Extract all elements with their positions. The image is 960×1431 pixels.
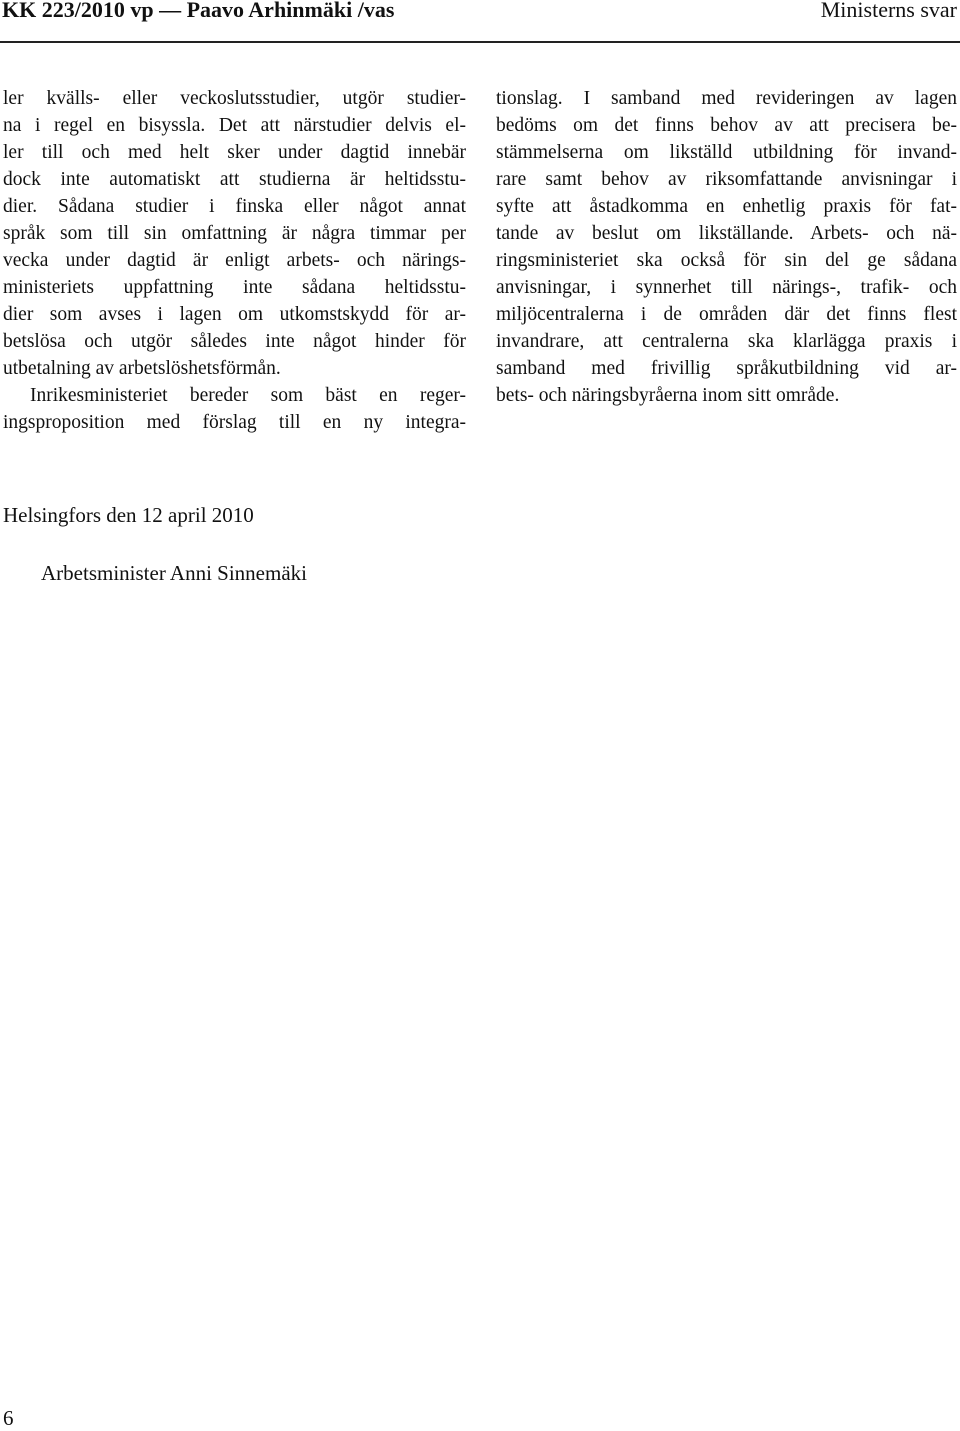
text-line: ingsproposition med förslag till en ny integra- bbox=[3, 412, 466, 433]
text-line: bets- och näringsbyråerna inom sitt område. bbox=[496, 385, 840, 406]
document-reference: KK 223/2010 vp — Paavo Arhinmäki /vas bbox=[2, 0, 395, 22]
text-line: vecka under dagtid är enligt arbets- och närings- bbox=[3, 250, 466, 271]
left-column bbox=[3, 85, 466, 436]
text-line: dock inte automatiskt att studierna är heltidsstu- bbox=[3, 169, 466, 190]
text-line: miljöcentralerna i de områden där det finns flest bbox=[496, 304, 957, 325]
section-title: Ministerns svar bbox=[820, 0, 957, 22]
text-line: samband med frivillig språkutbildning vid ar- bbox=[496, 358, 957, 379]
signatory-name: Arbetsminister Anni Sinnemäki bbox=[41, 561, 307, 585]
text-line: dier som avses i lagen om utkomstskydd för ar- bbox=[3, 304, 466, 325]
header-rule bbox=[0, 41, 960, 43]
text-line: ministeriets uppfattning inte sådana heltidsstu- bbox=[3, 277, 466, 298]
text-line: ler till och med helt sker under dagtid innebär bbox=[3, 142, 466, 163]
text-line: tionslag. I samband med revideringen av lagen bbox=[496, 88, 957, 109]
page-header bbox=[0, 0, 960, 46]
right-column bbox=[496, 85, 957, 409]
text-line: ringsministeriet ska också för sin del ge sådana bbox=[496, 250, 957, 271]
text-line: stämmelserna om likställd utbildning för invand- bbox=[496, 142, 957, 163]
text-line: invandrare, att centralerna ska klarlägga praxis i bbox=[496, 331, 957, 352]
text-line: ler kvälls- eller veckoslutsstudier, utgör studier- bbox=[3, 88, 466, 109]
text-line: rare samt behov av riksomfattande anvisningar i bbox=[496, 169, 957, 190]
text-line: dier. Sådana studier i finska eller något annat bbox=[3, 196, 466, 217]
text-line: anvisningar, i synnerhet till närings-, trafik- och bbox=[496, 277, 957, 298]
text-line: syfte att åstadkomma en enhetlig praxis för fat- bbox=[496, 196, 957, 217]
page-number: 6 bbox=[3, 1406, 14, 1430]
text-line: Inrikesministeriet bereder som bäst en reger- bbox=[30, 385, 466, 406]
text-line: utbetalning av arbetslöshetsförmån. bbox=[3, 358, 281, 379]
text-line: bedöms om det finns behov av att precisera be- bbox=[496, 115, 957, 136]
text-line: betslösa och utgör således inte något hinder för bbox=[3, 331, 466, 352]
text-line: tande av beslut om likställande. Arbets- och nä- bbox=[496, 223, 957, 244]
text-line: na i regel en bisyssla. Det att närstudier delvis el- bbox=[3, 115, 466, 136]
place-and-date: Helsingfors den 12 april 2010 bbox=[3, 503, 254, 527]
text-line: språk som till sin omfattning är några timmar per bbox=[3, 223, 466, 244]
